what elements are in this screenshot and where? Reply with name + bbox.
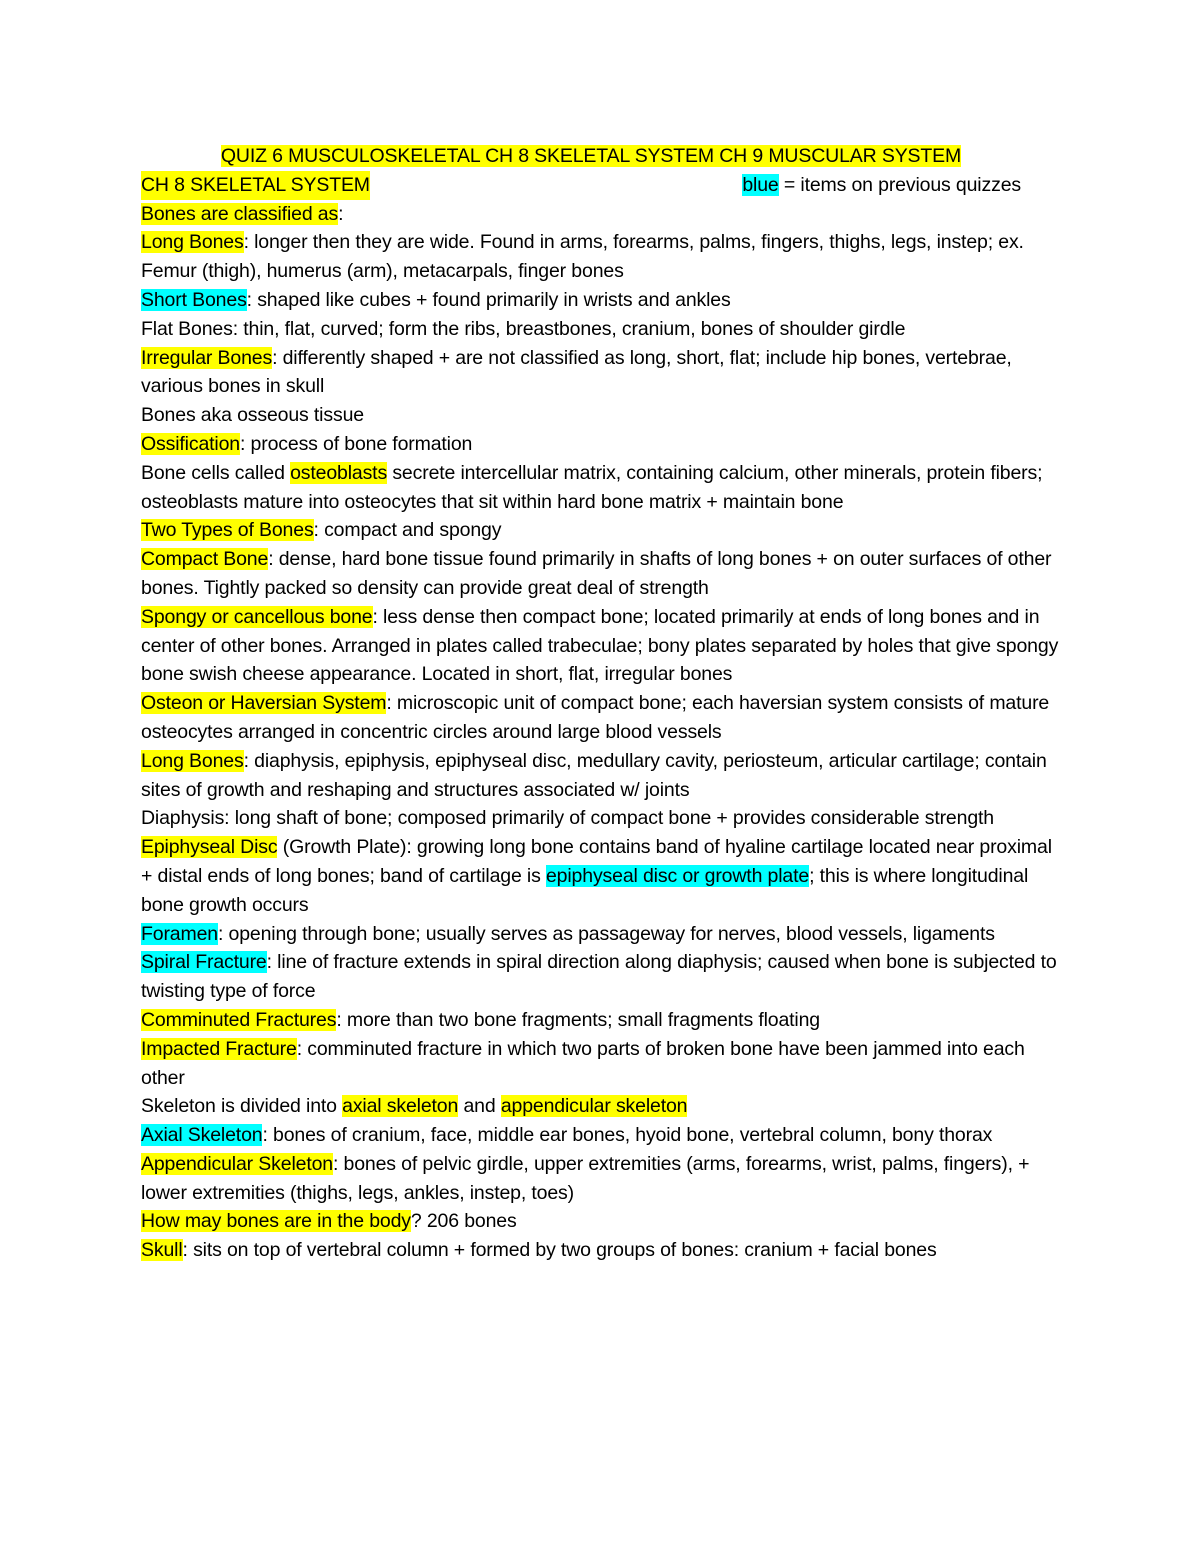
note-text: Diaphysis: long shaft of bone; composed primarily of compact bone + provides considerable strength bbox=[141, 807, 994, 830]
note-text: : comminuted fracture in which two parts of broken bone have been jammed into each other bbox=[141, 1037, 1025, 1089]
term-highlight: Appendicular Skeleton bbox=[141, 1152, 333, 1175]
document-page bbox=[141, 142, 1061, 1265]
note-text: (Growth Plate): growing long bone contains band of hyaline cartilage located near proximal + distal ends of long bones; band of cartilage is bbox=[141, 836, 1052, 887]
note-text: : dense, hard bone tissue found primarily in shafts of long bones + on outer surfaces of other bones. Tightly packed so density can provide great deal of strength bbox=[141, 548, 1052, 599]
note-line bbox=[141, 545, 1061, 603]
legend-note bbox=[742, 171, 1021, 200]
note-line bbox=[141, 1236, 1061, 1265]
legend-key: blue bbox=[742, 173, 779, 196]
legend-text: = items on previous quizzes bbox=[778, 173, 1021, 196]
term-highlight-previous: Short Bones bbox=[141, 288, 247, 311]
note-line bbox=[141, 1092, 1061, 1121]
note-line bbox=[141, 286, 1061, 315]
note-line bbox=[141, 344, 1061, 402]
note-line bbox=[141, 430, 1061, 459]
note-text: : bbox=[338, 202, 344, 225]
note-text: : opening through bone; usually serves as passageway for nerves, blood vessels, ligaments bbox=[217, 922, 995, 945]
term-highlight: appendicular skeleton bbox=[500, 1095, 688, 1118]
note-text: : compact and spongy bbox=[313, 519, 502, 542]
note-text: : line of fracture extends in spiral direction along diaphysis; caused when bone is subjected to twisting type of force bbox=[141, 951, 1057, 1003]
note-text: Bone cells called bbox=[141, 461, 291, 484]
note-text: : sits on top of vertebral column + formed by two groups of bones: cranium + facial bones bbox=[182, 1239, 937, 1262]
note-line bbox=[141, 315, 1061, 344]
note-line bbox=[141, 228, 1061, 286]
note-text: : longer then they are wide. Found in arms, forearms, palms, fingers, thighs, legs, instep; ex. Femur (thigh), humerus (arm), metacarpals, finger bones bbox=[141, 231, 1024, 283]
document-title bbox=[121, 142, 1061, 171]
note-text: : less dense then compact bone; located primarily at ends of long bones and in center of other bones. Arranged in plates called trabeculae; bony plates separated by holes that give spongy bone swish cheese appearance. Located in short, flat, irregular bones bbox=[141, 605, 1059, 686]
term-highlight: Osteon or Haversian System bbox=[141, 692, 387, 715]
note-line bbox=[141, 1207, 1061, 1236]
note-line bbox=[141, 747, 1061, 805]
term-highlight: Bones are classified as bbox=[141, 202, 339, 225]
term-highlight: Long Bones bbox=[141, 231, 244, 254]
term-highlight: Comminuted Fractures bbox=[141, 1008, 337, 1031]
term-highlight: Ossification bbox=[141, 432, 240, 455]
term-highlight: axial skeleton bbox=[342, 1095, 459, 1118]
note-text: : shaped like cubes + found primarily in wrists and ankles bbox=[246, 288, 731, 311]
note-line bbox=[141, 1035, 1061, 1093]
term-highlight: Irregular Bones bbox=[141, 346, 273, 369]
section-header-row bbox=[141, 171, 1021, 200]
note-text: Flat Bones: thin, flat, curved; form the ribs, breastbones, cranium, bones of shoulder girdle bbox=[141, 317, 906, 340]
note-line bbox=[141, 1150, 1061, 1208]
note-line bbox=[141, 401, 1061, 430]
term-highlight-previous: epiphyseal disc or growth plate bbox=[545, 864, 810, 887]
term-highlight: Spongy or cancellous bone bbox=[141, 605, 373, 628]
note-text: ; this is where longitudinal bone growth occurs bbox=[141, 864, 1029, 916]
note-text: ? 206 bones bbox=[410, 1210, 517, 1233]
term-highlight-previous: Foramen bbox=[141, 922, 218, 945]
note-text: : more than two bone fragments; small fragments floating bbox=[336, 1008, 820, 1031]
note-line bbox=[141, 689, 1061, 747]
note-text: : bones of cranium, face, middle ear bones, hyoid bone, vertebral column, bony thorax bbox=[262, 1124, 993, 1147]
term-highlight: Long Bones bbox=[141, 749, 244, 772]
note-text: and bbox=[458, 1095, 501, 1118]
note-line bbox=[141, 1121, 1061, 1150]
note-line bbox=[141, 920, 1061, 949]
note-line bbox=[141, 200, 1061, 229]
term-highlight: Epiphyseal Disc bbox=[141, 836, 278, 859]
term-highlight: Two Types of Bones bbox=[141, 519, 314, 542]
note-line bbox=[141, 833, 1061, 919]
note-text: : diaphysis, epiphysis, epiphyseal disc, medullary cavity, periosteum, articular cartilage; contain sites of growth and reshaping and structures associated w/ joints bbox=[141, 749, 1047, 801]
term-highlight: Skull bbox=[141, 1239, 183, 1262]
note-line bbox=[141, 948, 1061, 1006]
notes-body bbox=[141, 200, 1061, 1265]
note-text: Bones aka osseous tissue bbox=[141, 404, 364, 427]
note-text: Skeleton is divided into bbox=[141, 1095, 343, 1118]
note-text: : microscopic unit of compact bone; each haversian system consists of mature osteocytes arranged in concentric circles around large blood vessels bbox=[141, 692, 1050, 743]
note-text: : differently shaped + are not classified as long, short, flat; include hip bones, vertebrae, various bones in skull bbox=[141, 346, 1012, 398]
note-text: secrete intercellular matrix, containing calcium, other minerals, protein fibers; osteoblasts mature into osteocytes that sit within hard bone matrix + maintain bone bbox=[141, 461, 1043, 513]
term-highlight: Compact Bone bbox=[141, 548, 269, 571]
note-line bbox=[141, 459, 1061, 517]
section-heading: CH 8 SKELETAL SYSTEM bbox=[141, 171, 370, 200]
term-highlight: osteoblasts bbox=[290, 461, 388, 484]
note-line bbox=[141, 1006, 1061, 1035]
term-highlight-previous: Axial Skeleton bbox=[141, 1124, 263, 1147]
note-line bbox=[141, 804, 1061, 833]
term-highlight: How may bones are in the body bbox=[141, 1210, 411, 1233]
term-highlight: Impacted Fracture bbox=[141, 1037, 297, 1060]
note-line bbox=[141, 516, 1061, 545]
note-line bbox=[141, 603, 1061, 689]
term-highlight-previous: Spiral Fracture bbox=[141, 951, 267, 974]
note-text: : process of bone formation bbox=[240, 432, 473, 455]
title-text: QUIZ 6 MUSCULOSKELETAL CH 8 SKELETAL SYSTEM CH 9 MUSCULAR SYSTEM bbox=[220, 145, 962, 167]
note-text: : bones of pelvic girdle, upper extremities (arms, forearms, wrist, palms, fingers), + lower extremities (thighs, legs, ankles, instep, toes) bbox=[141, 1152, 1030, 1204]
